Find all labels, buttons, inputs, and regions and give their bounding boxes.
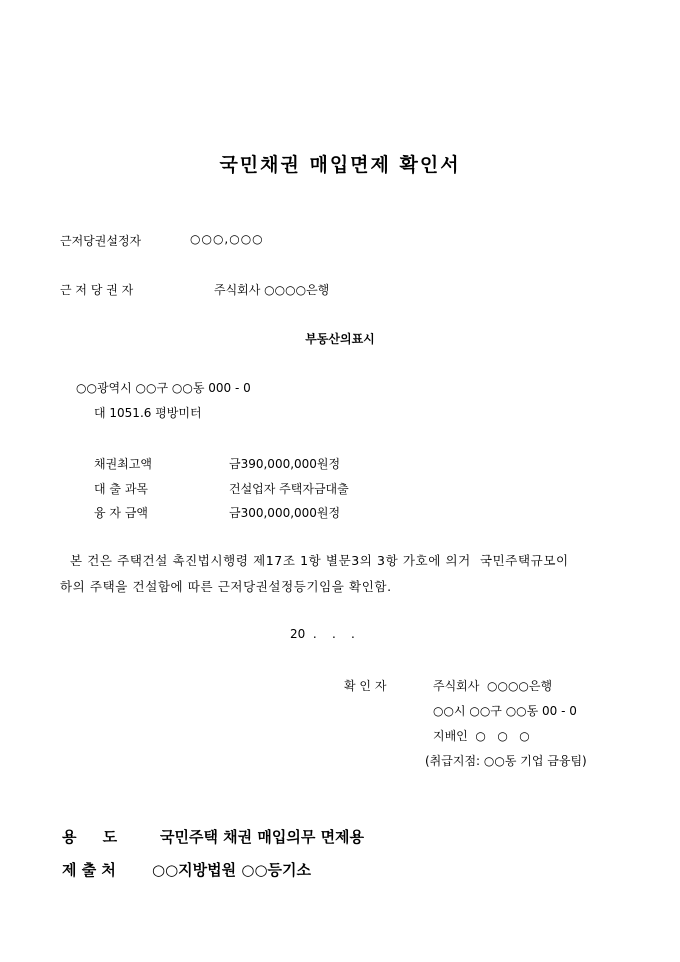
document-title: 국민채권 매입면제 확인서 [219, 154, 461, 176]
property-area: 대 1051.6 평방미터 [94, 406, 202, 420]
loan-type-label: 대 출 과목 [94, 482, 148, 496]
property-address: ○○광역시 ○○구 ○○동 000 - 0 [76, 381, 251, 395]
confirmer-address: ○○시 ○○구 ○○동 00 - 0 [433, 704, 577, 718]
mortgagee-label: 근 저 당 권 자 [60, 283, 134, 297]
submit-to-value: ○○지방법원 ○○등기소 [152, 861, 312, 879]
confirmer-label: 확 인 자 [344, 679, 387, 693]
confirmer-branch: (취급지점: ○○동 기업 금융팀) [425, 754, 587, 768]
property-heading: 부동산의표시 [305, 332, 375, 346]
loan-type-value: 건설업자 주택자금대출 [229, 482, 349, 496]
mortgage-setter-label: 근저당권설정자 [60, 234, 142, 248]
submit-to-label: 제 출 처 [62, 861, 116, 879]
statement-line-1: 본 건은 주택건설 촉진법시행령 제17조 1항 별문3의 3항 가호에 의거 국민주택규모이 [70, 553, 569, 568]
confirmer-name: 주식회사 ○○○○은행 [433, 679, 553, 693]
date-line: 20 . . . [290, 627, 355, 641]
purpose-label: 용 도 [62, 828, 118, 846]
mortgagee-value: 주식회사 ○○○○은행 [214, 283, 330, 297]
purpose-value: 국민주택 채권 매입의무 면제용 [160, 828, 365, 846]
loan-amount-label: 융 자 금액 [94, 506, 148, 520]
loan-amount-value: 금300,000,000원정 [229, 506, 341, 520]
max-bond-value: 금390,000,000원정 [229, 457, 341, 471]
max-bond-label: 채권최고액 [94, 457, 152, 471]
confirmer-manager: 지배인 ○ ○ ○ [433, 729, 530, 743]
mortgage-setter-value: ○○○,○○○ [190, 232, 264, 246]
statement-line-2: 하의 주택을 건설함에 따른 근저당권설정등기임을 확인함. [60, 579, 392, 594]
